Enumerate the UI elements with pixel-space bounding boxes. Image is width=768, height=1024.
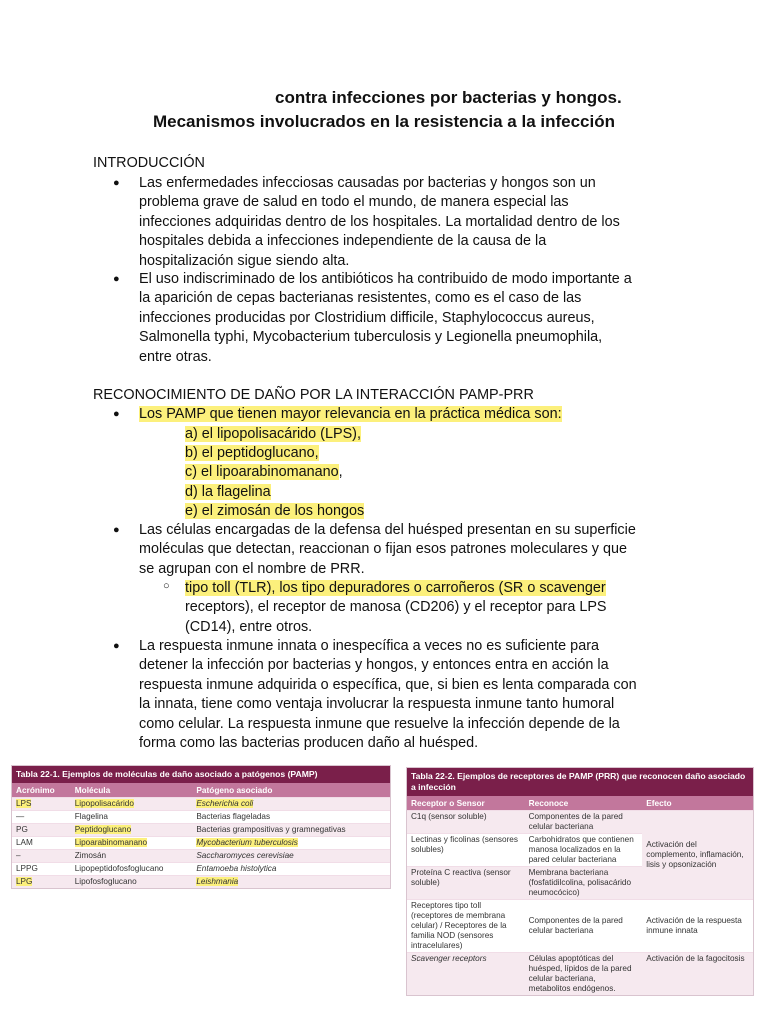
line: la innata, tiene como ventaja involucrar la respuesta inmune tanto humoral — [139, 696, 615, 713]
cell: Activación del complemento, inflamación, lisis y opsonización — [642, 811, 753, 900]
list-item — [113, 521, 673, 581]
line: moléculas que detectan, reaccionan o fijan esos patrones moleculares y que — [139, 541, 627, 558]
bullet-icon: ● — [113, 408, 120, 420]
line: infecciones adquiridas dentro de los hospitales. La mortalidad dentro de los — [139, 213, 620, 230]
list-item — [113, 174, 673, 272]
cell: Lipofosfoglucano — [71, 876, 193, 889]
cell: Componentes de la pared celular bacteriana — [525, 900, 643, 953]
section-heading-intro: INTRODUCCIÓN — [93, 155, 205, 171]
cell: Mycobacterium tuberculosis — [196, 838, 298, 847]
cell: Lipoarabinomanano — [74, 838, 148, 847]
pamp-item: b) el peptidoglucano, — [185, 445, 319, 461]
cell: LAM — [12, 837, 71, 850]
line: La respuesta inmune innata o inespecífica a veces no es suficiente para — [139, 638, 599, 654]
cell: Flagelina — [71, 811, 193, 824]
line: la aparición de cepas bacterianas resistentes, como es el caso de las — [139, 290, 582, 307]
table-row — [12, 811, 390, 824]
pamp-item: e) el zimosán de los hongos — [185, 503, 365, 519]
line: forma como las bacterias producen daño al huésped. — [139, 735, 479, 752]
list-item — [185, 502, 364, 521]
cell: — — [12, 811, 71, 824]
table-row — [407, 900, 753, 953]
list-item — [185, 483, 271, 502]
cell: Bacterias flageladas — [192, 811, 390, 824]
pamp-table — [11, 765, 391, 889]
line: se agrupan con el nombre de PRR. — [139, 560, 365, 577]
table-row — [407, 953, 753, 996]
list-item — [185, 425, 361, 444]
cell: LPPG — [12, 863, 71, 876]
table-header: Molécula — [71, 783, 193, 798]
cell: – — [12, 850, 71, 863]
bullet-icon: ● — [113, 640, 120, 652]
table-caption: Tabla 22-1. Ejemplos de moléculas de daño asociado a patógenos (PAMP) — [12, 766, 390, 783]
line: detener la infección por bacterias y hongos, y entonces entra en acción la — [139, 657, 609, 674]
line: respuesta inmune adquirida o específica, que, si bien es lenta comparada con — [139, 676, 637, 693]
cell: Células apoptóticas del huésped, lípidos de la pared celular bacteriana, metabolitos endógenos. — [525, 953, 643, 996]
cell: Lipopeptidofosfoglucano — [71, 863, 193, 876]
cell: Escherichia coli — [196, 799, 254, 808]
cell: Lipopolisacárido — [74, 799, 134, 808]
bullet-icon: ● — [113, 524, 120, 536]
cell: Activación de la respuesta inmune innata — [642, 900, 753, 953]
table-row — [12, 876, 390, 889]
table-header: Patógeno asociado — [192, 783, 390, 798]
section-heading-recon: RECONOCIMIENTO DE DAÑO POR LA INTERACCIÓN PAMP-PRR — [93, 387, 534, 403]
line: (CD14), entre otros. — [185, 618, 313, 635]
cell: LPG — [16, 877, 33, 886]
line: Las enfermedades infecciosas causadas por bacterias y hongos son un — [139, 175, 596, 191]
table-header: Acrónimo — [12, 783, 71, 798]
title-line-2: Mecanismos involucrados en la resistencia a la infección — [152, 112, 615, 131]
line: Salmonella typhi, Mycobacterium tuberculosis y Legionella pneumophila, — [139, 329, 603, 346]
prr-table — [406, 767, 754, 996]
cell: Carbohidratos que contienen manosa localizados en la pared celular bacteriana — [525, 834, 643, 867]
cell: Receptores tipo toll (receptores de membrana celular) / Receptores de la familia NOD (sensores intracelulares) — [407, 900, 525, 953]
cell: Scavenger receptors — [407, 953, 525, 996]
line: Las células encargadas de la defensa del huésped presentan en su superficie — [139, 522, 636, 538]
title-line-1: contra infecciones por bacterias y hongos. — [275, 88, 622, 107]
cell: PG — [12, 824, 71, 837]
line: infecciones producidas por Clostridium difficile, Staphylococcus aureus, — [139, 309, 595, 326]
table-row — [407, 811, 753, 834]
cell: Zimosán — [71, 850, 193, 863]
list-item — [185, 444, 319, 463]
pamp-item: a) el lipopolisacárido (LPS), — [185, 426, 361, 442]
highlight-text: Los PAMP que tienen mayor relevancia en la práctica médica son: — [139, 406, 562, 422]
cell: Activación de la fagocitosis — [642, 953, 753, 996]
table-header: Efecto — [642, 796, 753, 811]
cell: Membrana bacteriana (fosfatidilcolina, polisacárido neumocócico) — [525, 867, 643, 900]
cell: Bacterias grampositivas y gramnegativas — [192, 824, 390, 837]
cell: Entamoeba histolytica — [192, 863, 390, 876]
circle-bullet-icon: ○ — [163, 580, 170, 592]
cell: Proteína C reactiva (sensor soluble) — [407, 867, 525, 900]
line: hospitalización sigue siendo alta. — [139, 252, 350, 269]
table-row — [12, 837, 390, 850]
table-row — [12, 850, 390, 863]
table-row — [12, 798, 390, 811]
cell: Saccharomyces cerevisiae — [192, 850, 390, 863]
table-caption: Tabla 22-2. Ejemplos de receptores de PAMP (PRR) que reconocen daño asociado a infección — [407, 768, 753, 796]
cell: Lectinas y ficolinas (sensores solubles) — [407, 834, 525, 867]
line: hospitales debida a infecciones independiente de la causa de la — [139, 233, 547, 250]
table-row — [12, 863, 390, 876]
bullet-icon: ● — [113, 273, 120, 285]
line: entre otras. — [139, 348, 212, 365]
list-item — [113, 637, 673, 755]
table-header: Reconoce — [525, 796, 643, 811]
pamp-item: c) el lipoarabinomanano — [185, 464, 339, 480]
list-item — [113, 405, 673, 425]
line: El uso indiscriminado de los antibióticos ha contribuido de modo importante a — [139, 271, 632, 287]
table-row — [12, 824, 390, 837]
bullet-icon: ● — [113, 177, 120, 189]
line: receptors), el receptor de manosa (CD206) y el receptor para LPS — [185, 599, 607, 616]
list-item — [113, 270, 673, 368]
list-item — [185, 579, 673, 637]
cell: LPS — [16, 799, 32, 808]
cell: Peptidoglucano — [74, 825, 132, 834]
cell: C1q (sensor soluble) — [407, 811, 525, 834]
pamp-item: d) la flagelina — [185, 484, 271, 500]
line: como celular. La respuesta inmune que resuelve la infección depende de la — [139, 715, 620, 732]
line: tipo toll (TLR), los tipo depuradores o carroñeros (SR o scavenger — [185, 580, 606, 596]
table-header: Receptor o Sensor — [407, 796, 525, 811]
cell: Componentes de la pared celular bacteriana — [525, 811, 643, 834]
cell: Leishmania — [196, 877, 239, 886]
list-item: c) el lipoarabinomanano, — [185, 464, 343, 480]
line: problema grave de salud en todo el mundo, de manera especial las — [139, 194, 569, 211]
